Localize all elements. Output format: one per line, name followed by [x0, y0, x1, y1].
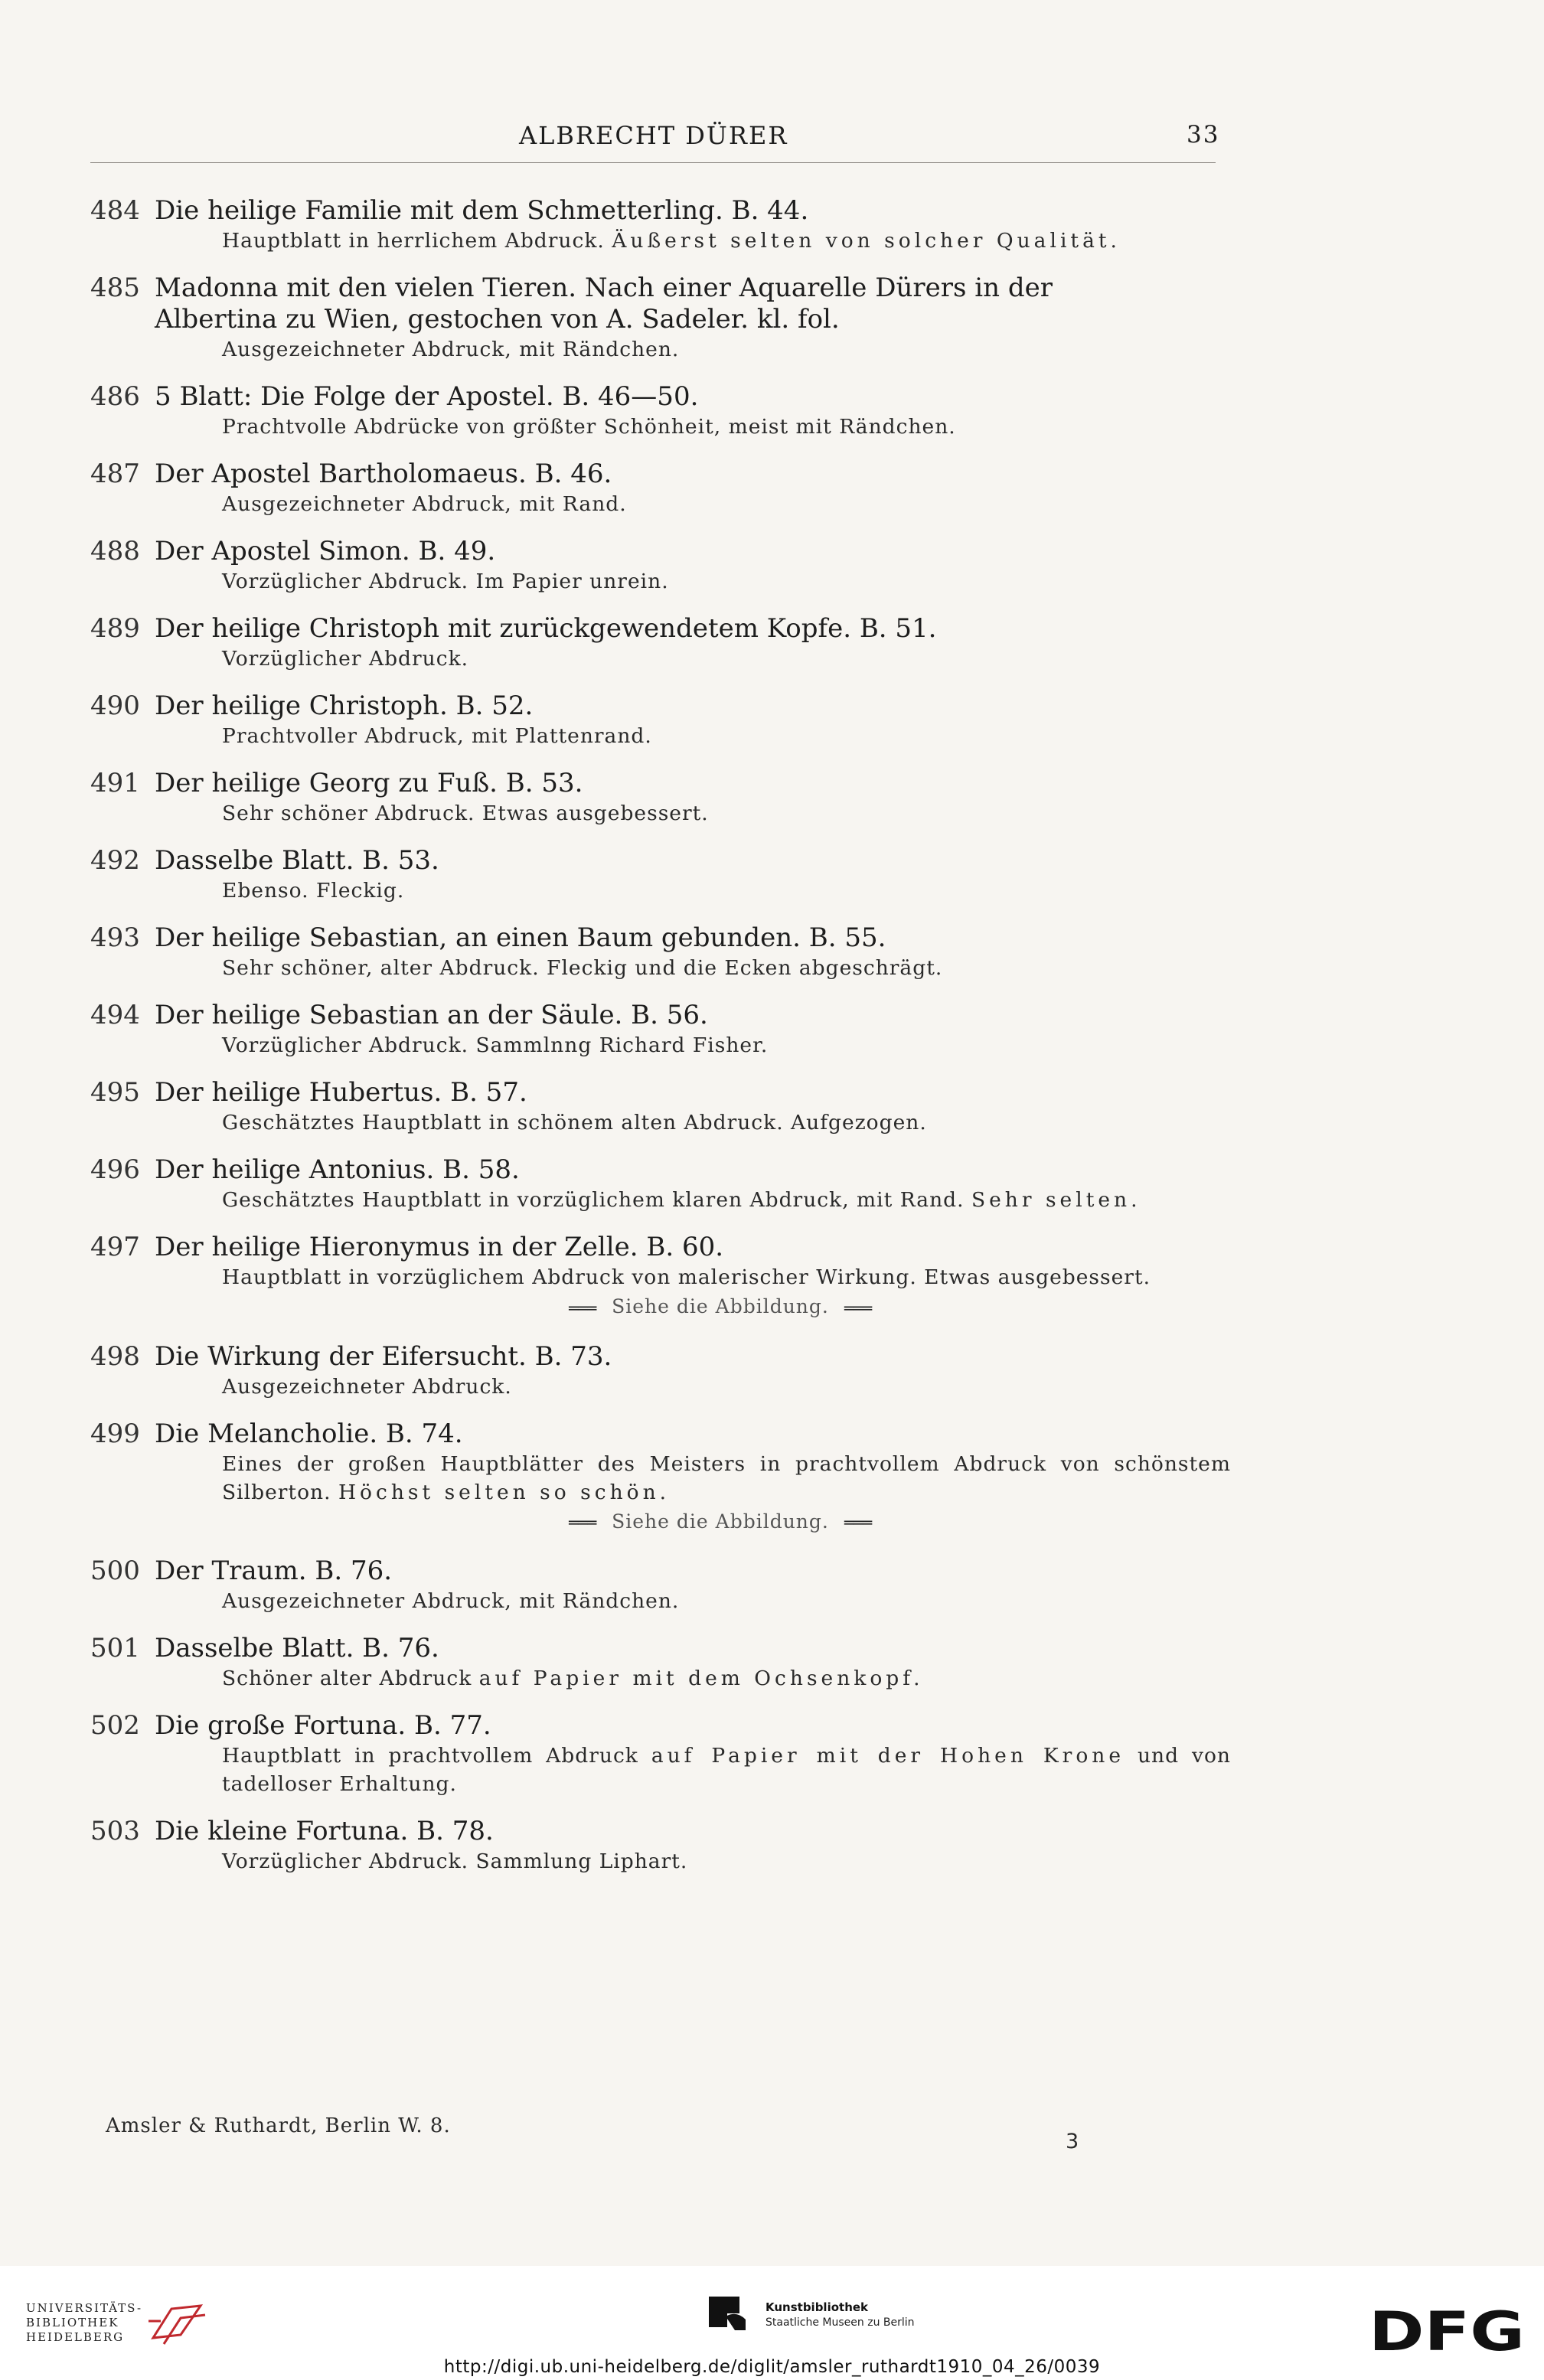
lot-description — [222, 877, 1231, 905]
catalog-entry — [90, 536, 1231, 596]
catalog-entry — [90, 613, 1231, 673]
lot-title — [155, 381, 1231, 413]
see-illustration-text: Siehe die Abbildung. — [612, 1295, 829, 1317]
publisher-imprint: Amsler & Ruthardt, Berlin W. 8. — [106, 2114, 451, 2137]
university-name: UNIVERSITÄTS- BIBLIOTHEK HEIDELBERG — [26, 2301, 143, 2344]
page-title: ALBRECHT DÜRER — [519, 121, 788, 150]
lot-title — [155, 613, 1231, 645]
lot-description-text: Ausgezeichneter Abdruck. — [222, 1374, 512, 1399]
lot-description-emphasis: auf Papier mit der Hohen Krone — [651, 1744, 1125, 1768]
lot-title-text: Die heilige Familie mit dem Schmetterling. B. 44. — [155, 195, 809, 226]
permalink-url[interactable]: http://digi.ub.uni-heidelberg.de/diglit/amsler_ruthardt1910_04_26/0039 — [443, 2357, 1101, 2377]
lot-description — [222, 1108, 1231, 1137]
entry-heading — [90, 690, 1231, 722]
lot-title-text: Dasselbe Blatt. B. 53. — [155, 845, 439, 876]
entry-heading — [90, 1232, 1231, 1263]
catalog-entry — [90, 1633, 1231, 1693]
lot-number: 496 — [90, 1154, 140, 1185]
lot-description — [222, 722, 1231, 750]
lot-number: 488 — [90, 536, 140, 566]
lot-title-text: Der heilige Georg zu Fuß. B. 53. — [155, 768, 583, 798]
entry-heading — [90, 1710, 1231, 1742]
lot-title-text: Der Traum. B. 76. — [155, 1556, 393, 1586]
lot-description — [222, 1373, 1231, 1401]
kunstbibliothek-emblem-icon — [704, 2297, 753, 2335]
lot-description-text: Sehr schöner, alter Abdruck. Fleckig und die Ecken abgeschrägt. — [222, 956, 943, 980]
lot-number: 502 — [90, 1710, 140, 1741]
lot-title — [155, 768, 1231, 799]
lot-number: 501 — [90, 1633, 140, 1663]
entry-heading — [90, 195, 1231, 227]
entry-heading — [90, 1556, 1231, 1587]
lot-number: 498 — [90, 1340, 140, 1372]
ornament-rule: ═══ — [569, 1513, 597, 1532]
lot-description-emphasis: Höchst selten so schön. — [338, 1480, 671, 1504]
lot-number: 491 — [90, 768, 140, 798]
catalog-entry — [90, 1154, 1231, 1214]
lot-description-emphasis: Sehr selten. — [971, 1188, 1141, 1212]
university-emblem-icon — [147, 2301, 210, 2350]
lot-title — [155, 1077, 1231, 1108]
lot-description-emphasis: Äußerst selten von solcher Qualität. — [612, 229, 1121, 253]
see-illustration-note — [220, 1291, 1220, 1324]
lot-description-text: Ausgezeichneter Abdruck, mit Rand. — [222, 492, 627, 516]
lot-number: 494 — [90, 1000, 140, 1030]
lot-title-text: Die Wirkung der Eifersucht. B. 73. — [155, 1340, 612, 1372]
lot-description-text: Vorzüglicher Abdruck. Sammlung Liphart. — [222, 1849, 688, 1873]
lot-description-text: Ebenso. Fleckig. — [222, 879, 405, 903]
ornament-rule: ═══ — [844, 1513, 872, 1532]
lot-description-text: Hauptblatt in prachtvollem Abdruck — [222, 1744, 651, 1768]
lot-number: 486 — [90, 381, 140, 412]
lot-title-text: Der heilige Sebastian, an einen Baum gebunden. B. 55. — [155, 922, 886, 953]
lot-description-text: Eines der großen Hauptblätter des Meisters in prachtvollem Abdruck von schönstem Silberton. — [222, 1451, 1231, 1504]
sheet-signature: 3 — [1066, 2130, 1079, 2153]
lot-title — [155, 195, 1231, 227]
lot-description — [222, 227, 1231, 255]
see-illustration-note — [220, 1507, 1220, 1539]
lot-description — [222, 1031, 1231, 1059]
catalog-entry — [90, 459, 1231, 518]
lot-title — [155, 1816, 1231, 1847]
lot-title — [155, 1154, 1231, 1186]
lot-description — [222, 490, 1231, 518]
lot-number: 493 — [90, 922, 140, 953]
lot-description-text: Ausgezeichneter Abdruck, mit Rändchen. — [222, 338, 680, 361]
digitization-footer — [0, 2266, 1544, 2380]
lot-number: 485 — [90, 273, 140, 303]
catalog-entry — [90, 273, 1231, 364]
ornament-rule: ═══ — [569, 1298, 597, 1317]
lot-description — [222, 1847, 1231, 1876]
entry-heading — [90, 1816, 1231, 1847]
lot-description — [222, 1664, 1231, 1693]
lot-title — [155, 536, 1231, 567]
lot-description — [222, 1450, 1231, 1507]
dfg-logo[interactable] — [1369, 2309, 1526, 2355]
lot-description-text: Sehr schöner Abdruck. Etwas ausgebessert. — [222, 801, 709, 825]
lot-number: 500 — [90, 1556, 140, 1586]
entry-heading — [90, 922, 1231, 954]
lot-title-text: Die kleine Fortuna. B. 78. — [155, 1816, 494, 1846]
lot-title — [155, 845, 1231, 877]
catalog-entry — [90, 1419, 1231, 1539]
lot-description-text: Geschätztes Hauptblatt in vorzüglichem klaren Abdruck, mit Rand. — [222, 1188, 971, 1212]
lot-description-text: Hauptblatt in herrlichem Abdruck. — [222, 229, 612, 253]
lot-number: 503 — [90, 1816, 140, 1846]
lot-number: 495 — [90, 1077, 140, 1108]
entry-heading — [90, 273, 1231, 335]
ornament-rule: ═══ — [844, 1298, 872, 1317]
lot-description — [222, 954, 1231, 982]
lot-number: 490 — [90, 690, 140, 721]
entry-heading — [90, 1633, 1231, 1664]
lot-description — [222, 413, 1231, 441]
entry-heading — [90, 381, 1231, 413]
lot-title-text: Die Melancholie. B. 74. — [155, 1418, 463, 1449]
page-number: 33 — [1187, 121, 1220, 149]
entry-heading — [90, 459, 1231, 490]
lot-description — [222, 1742, 1231, 1798]
lot-number: 497 — [90, 1232, 140, 1262]
lot-title-text: Der Apostel Bartholomaeus. B. 46. — [155, 459, 612, 489]
lot-title — [155, 1556, 1231, 1587]
entry-heading — [90, 845, 1231, 877]
lot-title — [155, 1419, 1231, 1450]
lot-description-emphasis: auf Papier mit dem Ochsenkopf. — [478, 1667, 924, 1690]
lot-description — [222, 1263, 1231, 1291]
lot-title — [155, 273, 1231, 335]
see-illustration-text: Siehe die Abbildung. — [612, 1510, 829, 1533]
catalog-entry — [90, 1816, 1231, 1876]
lot-description-text: Schöner alter Abdruck — [222, 1667, 479, 1690]
lot-description-text: Hauptblatt in vorzüglichem Abdruck von malerischer Wirkung. Etwas ausgebessert. — [222, 1265, 1151, 1289]
lot-description — [222, 335, 1231, 364]
catalog-entry — [90, 381, 1231, 441]
catalog-entry — [90, 690, 1231, 750]
catalog-entry — [90, 1232, 1231, 1324]
lot-description — [222, 1186, 1231, 1214]
lot-title-text: Der heilige Christoph mit zurückgewendetem Kopfe. B. 51. — [155, 613, 937, 644]
lot-number: 492 — [90, 845, 140, 876]
catalog-entry — [90, 1556, 1231, 1615]
catalog-entry — [90, 768, 1231, 828]
lot-description-text: Prachtvolle Abdrücke von größter Schönheit, meist mit Rändchen. — [222, 415, 956, 439]
entry-heading — [90, 1000, 1231, 1031]
lot-number: 499 — [90, 1418, 140, 1449]
entry-heading — [90, 1154, 1231, 1186]
catalog-entry — [90, 1710, 1231, 1798]
lot-title-text: 5 Blatt: Die Folge der Apostel. B. 46—50. — [155, 381, 699, 412]
lot-description-text: Vorzüglicher Abdruck. Im Papier unrein. — [222, 570, 669, 593]
lot-number: 489 — [90, 613, 140, 644]
lot-title — [155, 1000, 1231, 1031]
museum-name: Kunstbibliothek — [765, 2300, 869, 2314]
lot-title-text: Die große Fortuna. B. 77. — [155, 1710, 491, 1741]
lot-title-text: Madonna mit den vielen Tieren. Nach einer Aquarelle Dürers in der — [155, 273, 1053, 303]
entry-heading — [90, 1419, 1231, 1450]
lot-title-text: Der heilige Sebastian an der Säule. B. 56. — [155, 1000, 708, 1030]
entry-heading — [90, 1077, 1231, 1108]
lot-description-text: Geschätztes Hauptblatt in schönem alten Abdruck. Aufgezogen. — [222, 1111, 927, 1134]
lot-description-text: Prachtvoller Abdruck, mit Plattenrand. — [222, 724, 652, 748]
lot-description — [222, 1587, 1231, 1615]
lot-description — [222, 799, 1231, 828]
lot-title — [155, 1710, 1231, 1742]
entry-heading — [90, 1341, 1231, 1373]
dfg-wordmark: DFG — [1369, 2309, 1525, 2355]
catalog-entry — [90, 845, 1231, 905]
lot-title — [155, 1633, 1231, 1664]
lot-description-text: Ausgezeichneter Abdruck, mit Rändchen. — [222, 1589, 680, 1613]
museum-subtitle: Staatliche Museen zu Berlin — [765, 2316, 915, 2329]
lot-title-text: Der heilige Hieronymus in der Zelle. B. 60. — [155, 1232, 724, 1262]
entry-heading — [90, 536, 1231, 567]
lot-title — [155, 1232, 1231, 1263]
lot-title-text: Dasselbe Blatt. B. 76. — [155, 1633, 439, 1663]
entry-heading — [90, 768, 1231, 799]
lot-title — [155, 922, 1231, 954]
catalog-entry — [90, 1341, 1231, 1401]
entry-list — [90, 195, 1231, 1893]
lot-title-text: Der heilige Antonius. B. 58. — [155, 1154, 520, 1185]
lot-description-text: Vorzüglicher Abdruck. Sammlnng Richard Fisher. — [222, 1033, 769, 1057]
lot-title — [155, 690, 1231, 722]
lot-title — [155, 459, 1231, 490]
lot-description-text: Vorzüglicher Abdruck. — [222, 647, 469, 671]
lot-title-text: Der heilige Christoph. B. 52. — [155, 690, 534, 721]
lot-description — [222, 567, 1231, 596]
entry-heading — [90, 613, 1231, 645]
lot-number: 484 — [90, 195, 140, 226]
catalog-entry — [90, 922, 1231, 982]
catalog-entry — [90, 195, 1231, 255]
lot-title-text: Der heilige Hubertus. B. 57. — [155, 1077, 527, 1108]
lot-description-tail: und von tadelloser Erhaltung. — [222, 1744, 1231, 1796]
lot-title-continuation: Albertina zu Wien, gestochen von A. Sadeler. kl. fol. — [155, 304, 840, 335]
catalog-entry — [90, 1000, 1231, 1059]
header-rule — [90, 162, 1216, 163]
lot-number: 487 — [90, 459, 140, 489]
lot-description — [222, 645, 1231, 673]
lot-title — [155, 1341, 1231, 1373]
catalog-entry — [90, 1077, 1231, 1137]
lot-title-text: Der Apostel Simon. B. 49. — [155, 536, 496, 566]
